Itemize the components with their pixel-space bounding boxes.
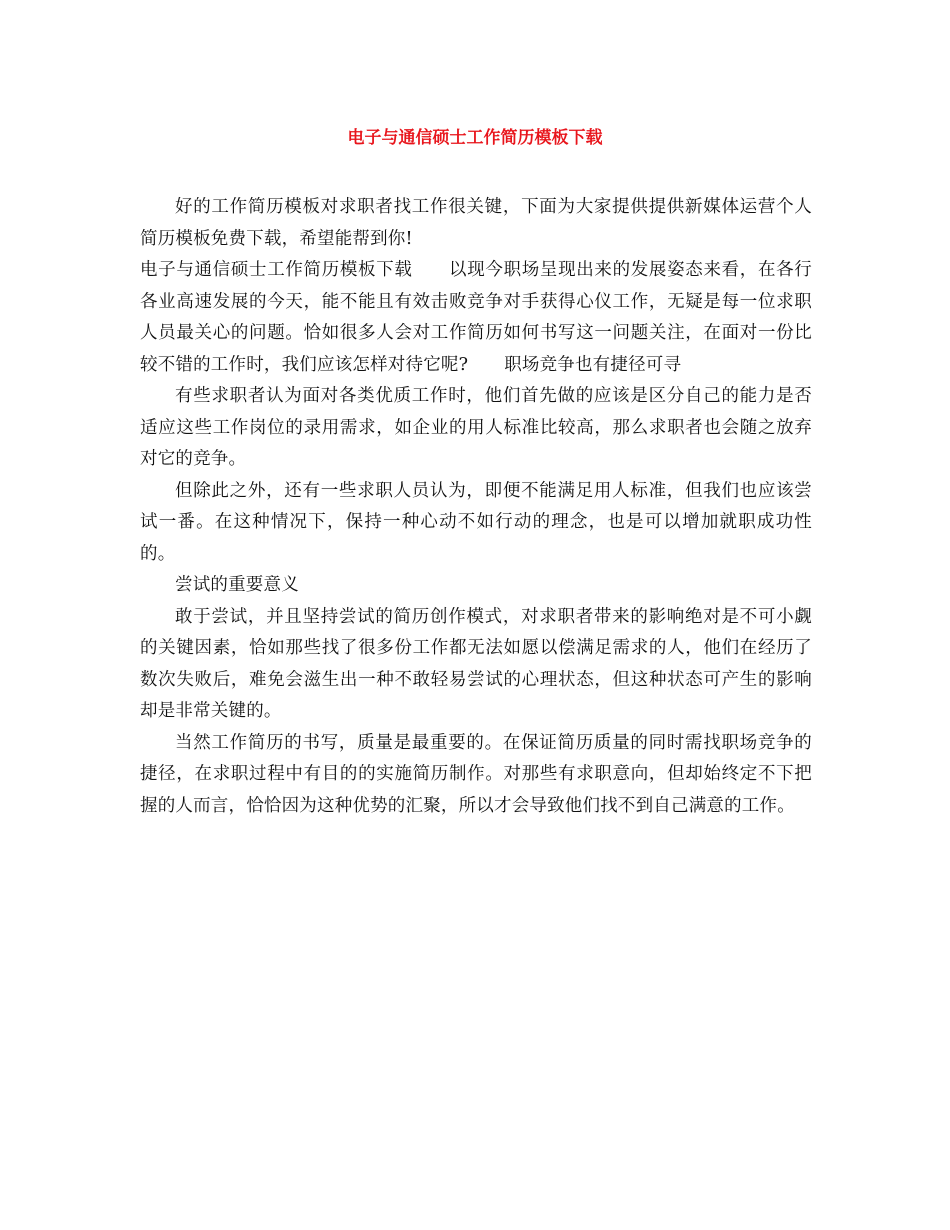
paragraph-6: 当然工作简历的书写，质量是最重要的。在保证简历质量的同时需找职场竞争的捷径，在求职过程中有目的的实施简历制作。对那些有求职意向，但却始终定不下把握的人而言，恰恰因为这种优势的汇聚，所以才会导致他们找不到自己满意的工作。	[140, 732, 812, 816]
paragraph-5: 敢于尝试，并且坚持尝试的简历创作模式，对求职者带来的影响绝对是不可小觑的关键因素，恰如那些找了很多份工作都无法如愿以偿满足需求的人，他们在经历了数次失败后，难免会滋生出一种不敢轻易尝试的心理状态，但这种状态可产生的影响却是非常关键的。	[140, 606, 812, 721]
paragraph-3: 有些求职者认为面对各类优质工作时，他们首先做的应该是区分自己的能力是否适应这些工作岗位的录用需求，如企业的用人标准比较高，那么求职者也会随之放弃对它的竞争。	[140, 386, 812, 469]
lead-text: 以现今职场呈现出来的发展姿态来看，在各行各业高速发展的今天，能不能且有效击败竞争对手获得心仪工作，无疑是每一位求职人员最关心的问题。恰如很多人会对工作简历如何书写这一问题关注，在面对一份比较不错的工作时，我们应该怎样对待它呢?	[140, 260, 813, 375]
paragraph-4: 但除此之外，还有一些求职人员认为，即便不能满足用人标准，但我们也应该尝试一番。在这种情况下，保持一种心动不如行动的理念，也是可以增加就职成功性的。	[140, 480, 812, 564]
intro-paragraph: 好的工作简历模板对求职者找工作很关键，下面为大家提供提供新媒体运营个人简历模板免费下载，希望能帮到你!	[140, 197, 812, 249]
lead-tail: 职场竞争也有捷径可寻	[504, 354, 682, 375]
lead-heading: 电子与通信硕士工作简历模板下载	[140, 260, 413, 280]
document-body	[140, 192, 812, 822]
document-title: 电子与通信硕士工作简历模板下载	[347, 128, 603, 148]
lead-paragraph	[140, 255, 812, 381]
subheading: 尝试的重要意义	[175, 575, 299, 595]
